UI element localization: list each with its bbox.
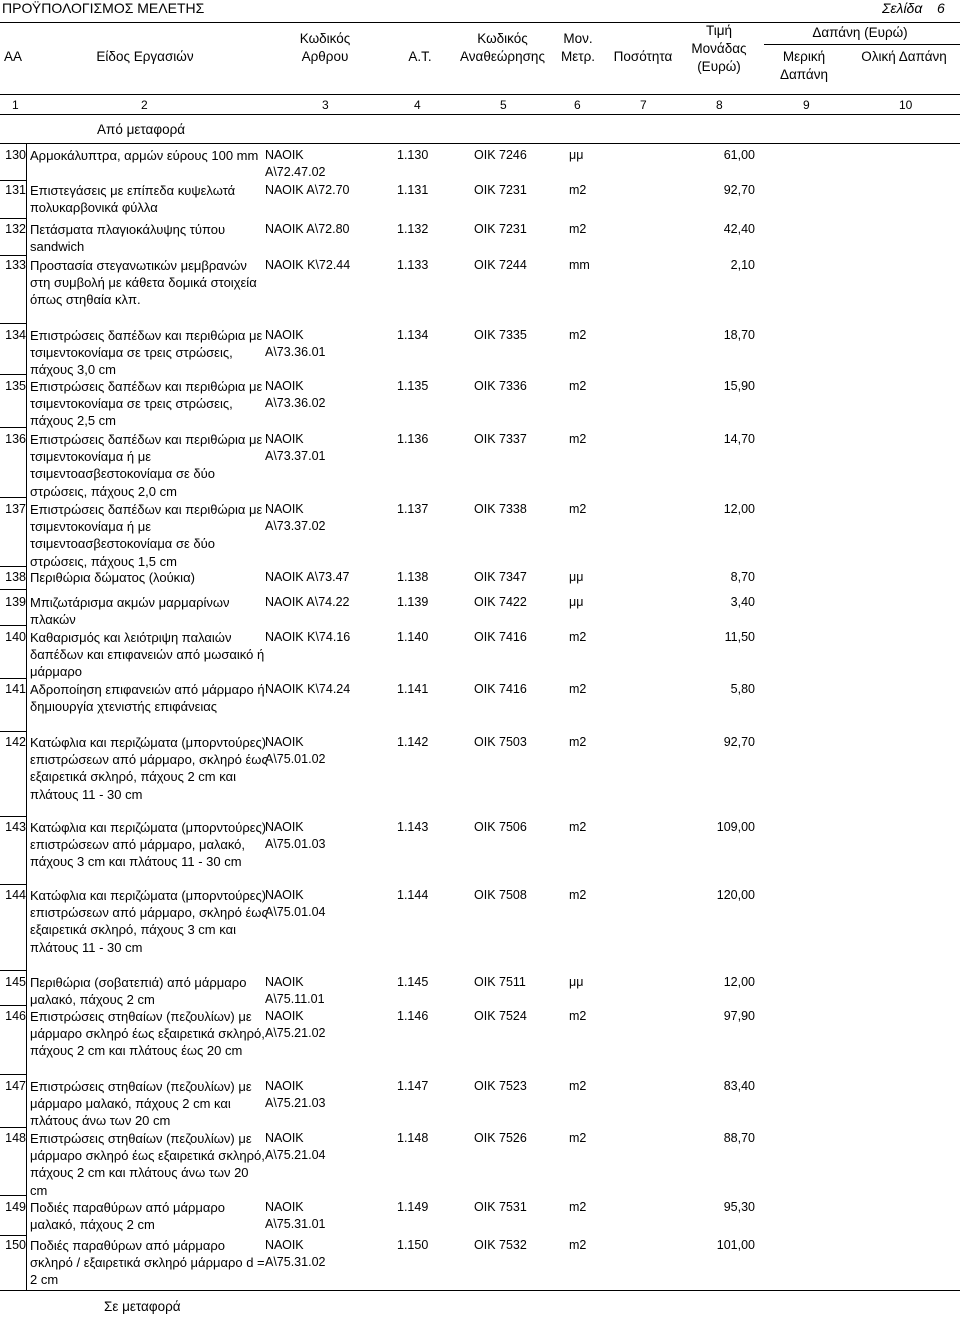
row-aa: 140: [5, 630, 26, 644]
row-description: Επιστρώσεις στηθαίων (πεζουλίων) με μάρμαρο σκληρό έως εξαιρετικά σκληρό, πάχους 2 cm και πλάτους άνω των 20 cm: [30, 1131, 265, 1198]
row-divider: [0, 566, 26, 567]
row-description: Μπιζωτάρισμα ακμών μαρμαρίνων πλακών: [30, 595, 230, 628]
row-revision-code: ΟΙΚ 7231: [474, 222, 527, 236]
row-article-code: ΝΑΟΙΚ: [265, 379, 304, 393]
row-revision-code: ΟΙΚ 7526: [474, 1131, 527, 1145]
row-at: 1.144: [397, 888, 429, 902]
row-unit-price: 12,00: [723, 502, 755, 516]
row-article-code: ΝΑΟΙΚ: [265, 1009, 304, 1023]
row-article-code: Α\75.31.02: [265, 1255, 326, 1269]
row-unit: μμ: [569, 148, 584, 162]
aa-column-divider: [26, 143, 27, 1290]
row-article-code: Α\75.21.02: [265, 1026, 326, 1040]
row-article-code: ΝΑΟΙΚ: [265, 735, 304, 749]
row-unit-price: 101,00: [716, 1238, 755, 1252]
row-unit-price: 12,00: [723, 975, 755, 989]
row-divider: [0, 1005, 26, 1006]
row-revision-code: ΟΙΚ 7532: [474, 1238, 527, 1252]
row-unit-price: 83,40: [723, 1079, 755, 1093]
row-unit-price: 2,10: [730, 258, 755, 272]
row-article-code: ΝΑΟΙΚ Κ\74.24: [265, 682, 351, 696]
row-at: 1.139: [397, 595, 429, 609]
column-numbers-rule: [0, 114, 960, 115]
row-article-code: ΝΑΟΙΚ: [265, 1131, 304, 1145]
row-unit: μμ: [569, 570, 584, 584]
row-description: Επιστρώσεις δαπέδων και περιθώρια με τσιμεντοκονίαμα σε τρεις στρώσεις, πάχους 3,0 cm: [30, 328, 263, 378]
row-article-code: ΝΑΟΙΚ Κ\74.16: [265, 630, 351, 644]
row-unit-price: 18,70: [723, 328, 755, 342]
row-revision-code: ΟΙΚ 7335: [474, 328, 527, 342]
row-unit-price: 14,70: [723, 432, 755, 446]
row-divider: [0, 816, 26, 817]
row-divider: [0, 589, 26, 590]
header-cost-group: Δαπάνη (Ευρώ): [812, 25, 908, 40]
colnum-3: 3: [322, 98, 329, 112]
row-unit: μμ: [569, 595, 584, 609]
row-at: 1.148: [397, 1131, 429, 1145]
row-unit: m2: [569, 888, 587, 902]
row-revision-code: ΟΙΚ 7531: [474, 1200, 527, 1214]
row-divider: [0, 731, 26, 732]
colnum-1: 1: [12, 98, 19, 112]
row-article-code: Α\75.21.04: [265, 1148, 326, 1162]
header-revision-code: Κωδικός Αναθεώρησης: [460, 31, 545, 64]
row-description: Κατώφλια και περιζώματα (μπορντούρες) επιστρώσεων από μάρμαρο, μαλακό, πάχους 3 cm και πλάτους 11 - 30 cm: [30, 820, 267, 870]
row-unit-price: 5,80: [730, 682, 755, 696]
row-revision-code: ΟΙΚ 7244: [474, 258, 527, 272]
row-article-code: ΝΑΟΙΚ Α\73.47: [265, 570, 350, 584]
header-unit-price: Τιμή Μονάδας (Ευρώ): [691, 23, 747, 74]
row-revision-code: ΟΙΚ 7416: [474, 682, 527, 696]
row-description: Πετάσματα πλαγιοκάλυψης τύπου sandwich: [30, 222, 226, 255]
colnum-4: 4: [414, 98, 421, 112]
row-article-code: Α\75.21.03: [265, 1096, 326, 1110]
row-unit-price: 97,90: [723, 1009, 755, 1023]
row-revision-code: ΟΙΚ 7511: [474, 975, 526, 989]
row-unit: m2: [569, 183, 587, 197]
row-revision-code: ΟΙΚ 7338: [474, 502, 527, 516]
row-unit-price: 120,00: [716, 888, 755, 902]
row-article-code: Α\73.36.01: [265, 345, 326, 359]
row-divider: [0, 1235, 26, 1236]
row-unit: m2: [569, 630, 587, 644]
row-revision-code: ΟΙΚ 7503: [474, 735, 527, 749]
row-unit: m2: [569, 682, 587, 696]
row-at: 1.135: [397, 379, 429, 393]
row-aa: 131: [5, 183, 26, 197]
row-aa: 144: [5, 888, 26, 902]
page-label: Σελίδα: [882, 0, 923, 16]
row-revision-code: ΟΙΚ 7336: [474, 379, 527, 393]
carry-in-label: Από μεταφορά: [97, 122, 186, 137]
row-unit-price: 42,40: [723, 222, 755, 236]
row-revision-code: ΟΙΚ 7508: [474, 888, 527, 902]
table-bottom-rule: [0, 1290, 960, 1291]
row-divider: [0, 497, 26, 498]
row-aa: 138: [5, 570, 26, 584]
row-article-code: ΝΑΟΙΚ Α\74.22: [265, 595, 350, 609]
row-unit-price: 88,70: [723, 1131, 755, 1145]
row-unit: m2: [569, 1009, 587, 1023]
row-aa: 145: [5, 975, 26, 989]
row-revision-code: ΟΙΚ 7246: [474, 148, 527, 162]
row-unit: m2: [569, 432, 587, 446]
row-description: Ποδιές παραθύρων από μάρμαρο μαλακό, πάχους 2 cm: [30, 1200, 225, 1233]
row-aa: 141: [5, 682, 26, 696]
row-article-code: ΝΑΟΙΚ: [265, 1079, 304, 1093]
row-at: 1.136: [397, 432, 429, 446]
row-revision-code: ΟΙΚ 7347: [474, 570, 527, 584]
row-at: 1.131: [397, 183, 429, 197]
row-unit-price: 61,00: [723, 148, 755, 162]
row-aa: 146: [5, 1009, 26, 1023]
row-article-code: Α\73.37.02: [265, 519, 326, 533]
header-at: Α.Τ.: [408, 49, 432, 64]
row-unit: m2: [569, 820, 587, 834]
row-article-code: Α\75.01.04: [265, 905, 326, 919]
row-divider: [0, 323, 26, 324]
row-article-code: ΝΑΟΙΚ: [265, 148, 304, 162]
row-divider: [0, 884, 26, 885]
header-quantity: Ποσότητα: [613, 49, 673, 64]
row-at: 1.133: [397, 258, 429, 272]
row-article-code: Α\75.01.02: [265, 752, 326, 766]
row-aa: 143: [5, 820, 26, 834]
row-article-code: Α\75.31.01: [265, 1217, 326, 1231]
row-aa: 150: [5, 1238, 26, 1252]
row-description: Επιστρώσεις δαπέδων και περιθώρια με τσιμεντοκονίαμα ή με τσιμεντοασβεστοκονίαμα σε δύο στρώσεις, πάχους 2,0 cm: [30, 432, 263, 499]
row-article-code: ΝΑΟΙΚ: [265, 1200, 304, 1214]
row-description: Κατώφλια και περιζώματα (μπορντούρες) επιστρώσεων από μάρμαρο, σκληρό έως εξαιρετικά σκληρό, πάχους 3 cm και πλάτους 11 - 30 cm: [30, 888, 268, 955]
row-at: 1.147: [397, 1079, 429, 1093]
row-aa: 132: [5, 222, 26, 236]
row-unit: μμ: [569, 975, 584, 989]
row-article-code: Α\75.01.03: [265, 837, 326, 851]
row-divider: [0, 180, 26, 181]
colnum-6: 6: [574, 98, 581, 112]
row-unit: mm: [569, 258, 590, 272]
carry-out-label: Σε μεταφορά: [104, 1299, 181, 1314]
row-at: 1.142: [397, 735, 429, 749]
row-article-code: ΝΑΟΙΚ Α\72.70: [265, 183, 350, 197]
row-divider: [0, 1195, 26, 1196]
row-divider: [0, 374, 26, 375]
header-kind: Είδος Εργασιών: [96, 49, 194, 64]
row-description: Επιστρώσεις δαπέδων και περιθώρια με τσιμεντοκονίαμα σε τρεις στρώσεις, πάχους 2,5 cm: [30, 379, 263, 429]
header-partial-cost: Μερική Δαπάνη: [779, 49, 828, 82]
row-unit-price: 92,70: [723, 183, 755, 197]
row-article-code: ΝΑΟΙΚ: [265, 328, 304, 342]
row-article-code: ΝΑΟΙΚ Α\72.80: [265, 222, 350, 236]
row-description: Περιθώρια δώματος (λούκια): [30, 570, 195, 585]
row-article-code: ΝΑΟΙΚ: [265, 975, 304, 989]
header-top-rule: [0, 22, 960, 23]
row-article-code: ΝΑΟΙΚ Κ\72.44: [265, 258, 351, 272]
row-article-code: ΝΑΟΙΚ: [265, 888, 304, 902]
colnum-8: 8: [716, 98, 723, 112]
page-number: 6: [937, 0, 945, 16]
row-unit-price: 95,30: [723, 1200, 755, 1214]
row-divider: [0, 625, 26, 626]
header-unit: Μον. Μετρ.: [560, 31, 596, 64]
row-at: 1.134: [397, 328, 429, 342]
colnum-7: 7: [640, 98, 647, 112]
row-aa: 142: [5, 735, 26, 749]
row-unit-price: 8,70: [730, 570, 755, 584]
row-article-code: Α\73.37.01: [265, 449, 326, 463]
row-aa: 136: [5, 432, 26, 446]
row-divider: [0, 218, 26, 219]
row-aa: 130: [5, 148, 26, 162]
row-article-code: Α\73.36.02: [265, 396, 326, 410]
colnum-5: 5: [500, 98, 507, 112]
row-unit: m2: [569, 735, 587, 749]
row-at: 1.141: [397, 682, 429, 696]
row-divider: [0, 427, 26, 428]
row-at: 1.145: [397, 975, 429, 989]
row-aa: 148: [5, 1131, 26, 1145]
row-unit: m2: [569, 1079, 587, 1093]
row-unit-price: 109,00: [716, 820, 755, 834]
row-unit: m2: [569, 328, 587, 342]
row-unit-price: 11,50: [724, 630, 755, 644]
row-divider: [0, 1127, 26, 1128]
cost-group-rule: [764, 44, 960, 45]
row-divider: [0, 255, 26, 256]
row-description: Περιθώρια (σοβατεπιά) από μάρμαρο μαλακό, πάχους 2 cm: [30, 975, 247, 1008]
row-article-code: Α\72.47.02: [265, 165, 326, 179]
colnum-2: 2: [141, 98, 148, 112]
row-revision-code: ΟΙΚ 7231: [474, 183, 527, 197]
row-divider: [0, 970, 26, 971]
row-unit-price: 3,40: [730, 595, 755, 609]
row-revision-code: ΟΙΚ 7416: [474, 630, 527, 644]
row-aa: 137: [5, 502, 26, 516]
row-unit: m2: [569, 222, 587, 236]
row-description: Επιστρώσεις στηθαίων (πεζουλίων) με μάρμαρο μαλακό, πάχους 2 cm και πλάτους άνω των 20 cm: [30, 1079, 252, 1129]
row-article-code: ΝΑΟΙΚ: [265, 432, 304, 446]
row-aa: 149: [5, 1200, 26, 1214]
row-description: Ποδιές παραθύρων από μάρμαρο σκληρό / εξαιρετικά σκληρό μάρμαρο d = 2 cm: [30, 1238, 265, 1288]
row-at: 1.149: [397, 1200, 429, 1214]
row-unit: m2: [569, 379, 587, 393]
row-at: 1.143: [397, 820, 429, 834]
row-aa: 133: [5, 258, 26, 272]
row-unit-price: 15,90: [723, 379, 755, 393]
row-unit: m2: [569, 1238, 587, 1252]
colnum-9: 9: [803, 98, 810, 112]
row-at: 1.140: [397, 630, 429, 644]
row-article-code: ΝΑΟΙΚ: [265, 502, 304, 516]
row-at: 1.146: [397, 1009, 429, 1023]
row-at: 1.132: [397, 222, 429, 236]
row-description: Επιστρώσεις στηθαίων (πεζουλίων) με μάρμαρο σκληρό έως εξαιρετικά σκληρό, πάχους 2 cm και πλάτους έως 20 cm: [30, 1009, 265, 1059]
carry-in-rule: [0, 143, 960, 144]
row-aa: 135: [5, 379, 26, 393]
row-aa: 134: [5, 328, 26, 342]
row-description: Επιστρώσεις δαπέδων και περιθώρια με τσιμεντοκονίαμα ή με τσιμεντοασβεστοκονίαμα σε δύο στρώσεις, πάχους 1,5 cm: [30, 502, 263, 569]
row-divider: [0, 678, 26, 679]
row-at: 1.130: [397, 148, 429, 162]
row-aa: 139: [5, 595, 26, 609]
row-revision-code: ΟΙΚ 7337: [474, 432, 527, 446]
row-revision-code: ΟΙΚ 7422: [474, 595, 527, 609]
row-article-code: ΝΑΟΙΚ: [265, 1238, 304, 1252]
row-description: Κατώφλια και περιζώματα (μπορντούρες) επιστρώσεων από μάρμαρο, σκληρό έως εξαιρετικά σκληρό, πάχους 2 cm και πλάτους 11 - 30 cm: [30, 735, 268, 802]
row-revision-code: ΟΙΚ 7524: [474, 1009, 527, 1023]
row-description: Καθαρισμός και λειότριψη παλαιών δαπέδων και επιφανειών από μωσαικό ή μάρμαρο: [30, 630, 265, 680]
row-revision-code: ΟΙΚ 7523: [474, 1079, 527, 1093]
row-description: Αρμοκάλυπτρα, αρμών εύρους 100 mm: [30, 148, 259, 163]
header-aa: ΑΑ: [3, 49, 22, 64]
row-divider: [0, 1074, 26, 1075]
row-description: Αδροποίηση επιφανειών από μάρμαρο ή δημιουργία χτενιστής επιφάνειας: [30, 682, 265, 715]
row-unit-price: 92,70: [723, 735, 755, 749]
row-aa: 147: [5, 1079, 26, 1093]
row-revision-code: ΟΙΚ 7506: [474, 820, 527, 834]
header-total-cost: Ολική Δαπάνη: [861, 49, 947, 64]
row-at: 1.137: [397, 502, 429, 516]
header-article-code: Κωδικός Αρθρου: [299, 31, 351, 64]
row-at: 1.138: [397, 570, 429, 584]
row-at: 1.150: [397, 1238, 429, 1252]
row-article-code: Α\75.11.01: [265, 992, 325, 1006]
row-description: Επιστεγάσεις με επίπεδα κυψελωτά πολυκαρβονικά φύλλα: [30, 183, 236, 216]
header-bottom-rule: [0, 94, 960, 95]
page-title: ΠΡΟΫΠΟΛΟΓΙΣΜΟΣ ΜΕΛΕΤΗΣ: [2, 0, 205, 16]
row-article-code: ΝΑΟΙΚ: [265, 820, 304, 834]
row-unit: m2: [569, 1200, 587, 1214]
colnum-10: 10: [899, 98, 913, 112]
row-unit: m2: [569, 1131, 587, 1145]
row-unit: m2: [569, 502, 587, 516]
row-description: Προστασία στεγανωτικών μεμβρανών στη συμβολή με κάθετα δομικά στοιχεία όπως στηθαία κλπ.: [30, 258, 257, 308]
